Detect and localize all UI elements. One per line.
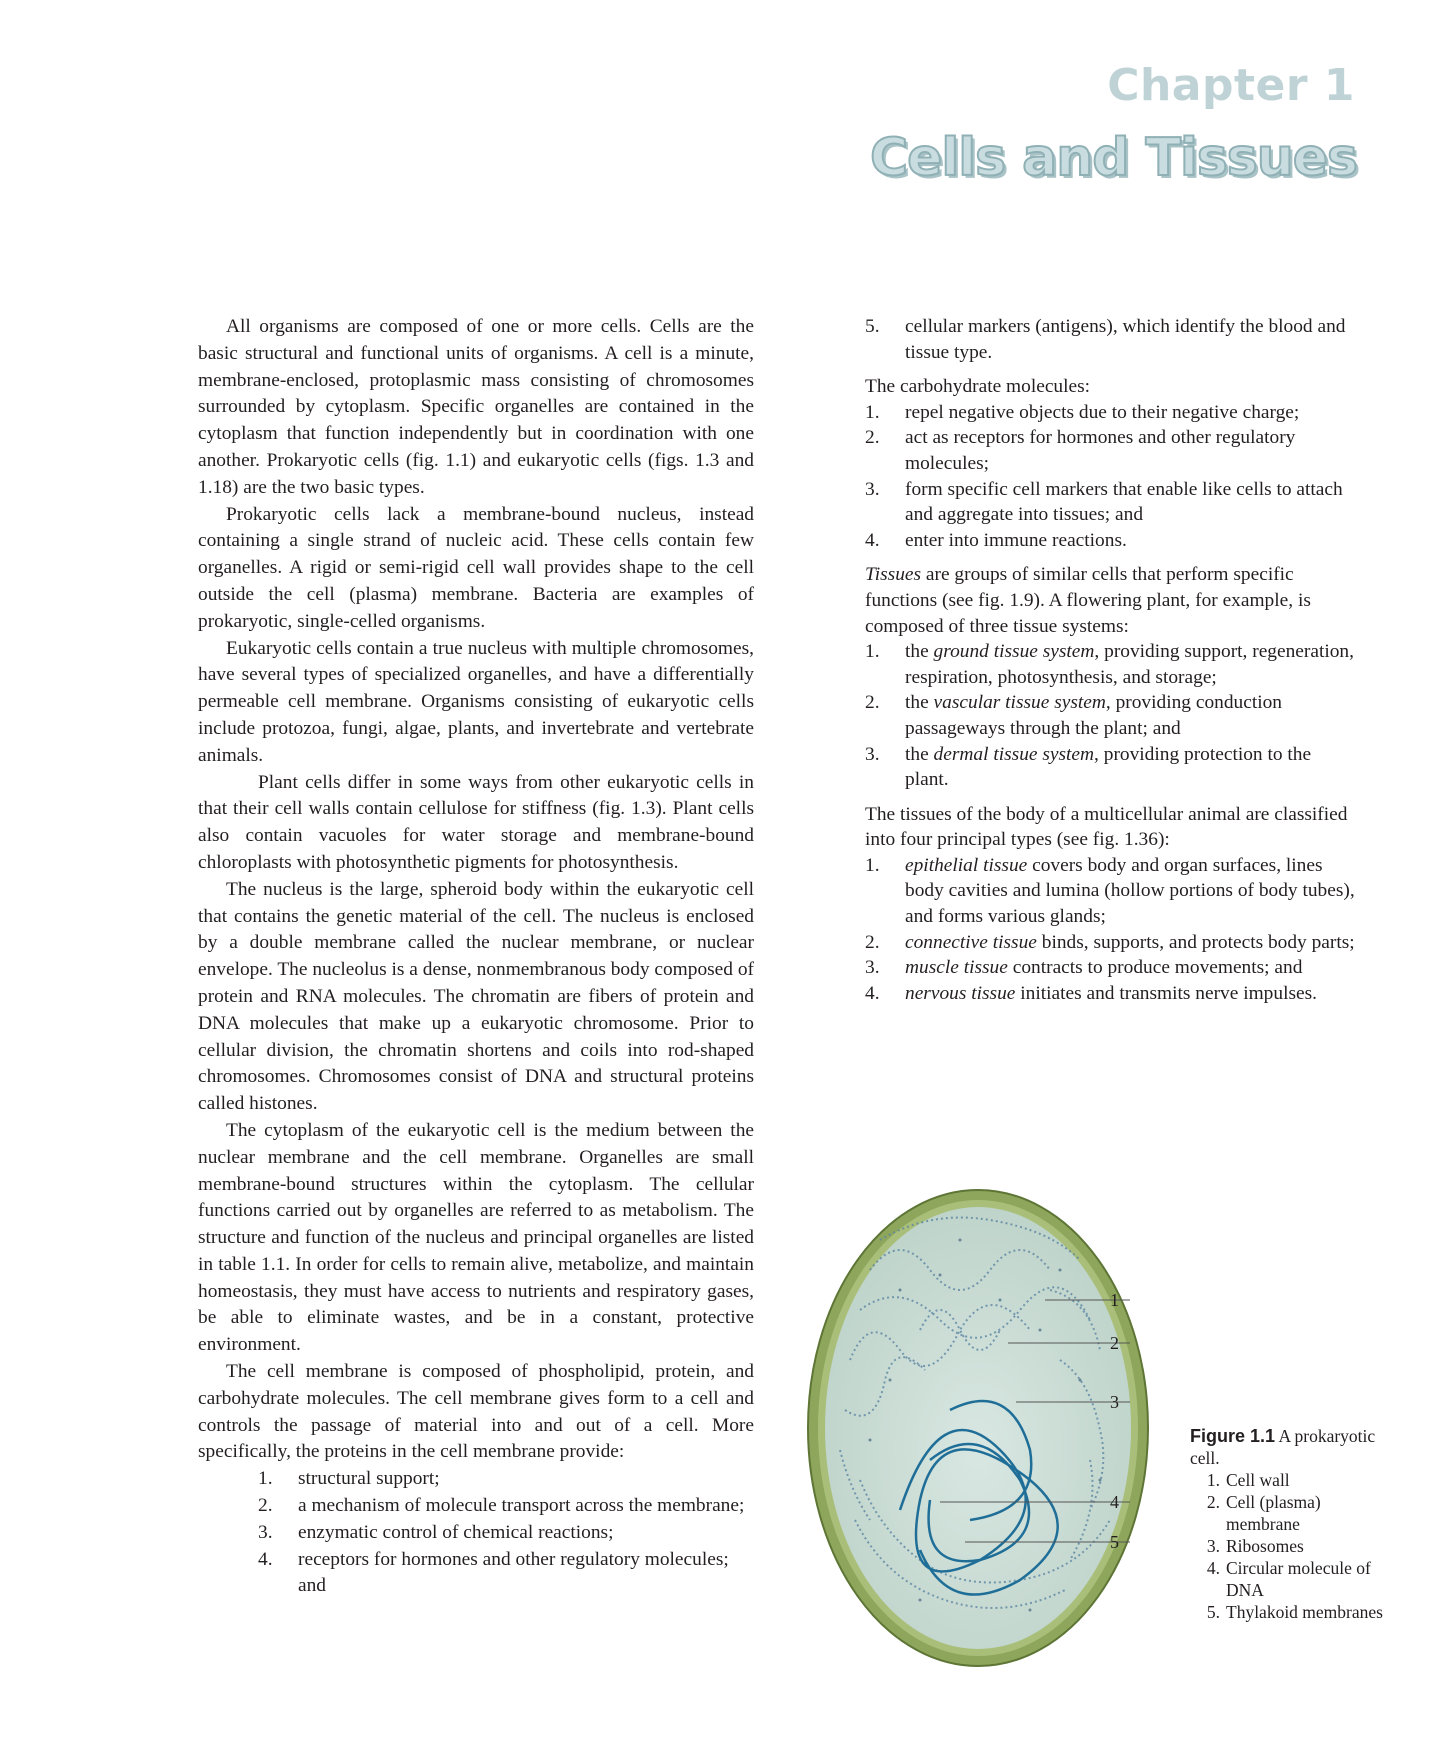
callout-4: 4 [1110, 1492, 1119, 1512]
left-column [198, 314, 754, 1600]
paragraph-eukaryotic: Eukaryotic cells contain a true nucleus with multiple chromosomes, have several types of specialized organelles, and have a differentially permeable cell membrane. Organisms consisting of eukaryotic cells include protozoa, fungi, algae, plants, and invertebrate and vertebrate animals. [198, 637, 754, 766]
carbohydrate-intro: The carbohydrate molecules: [865, 376, 1091, 398]
list-item: 5. Thylakoid membranes [1206, 1602, 1383, 1622]
carbohydrate-list [865, 400, 1357, 554]
list-item: 1. epithelial tissue covers body and organ surfaces, lines body cavities and lumina (hollow portions of body tubes), and forms various glands; [865, 854, 1355, 928]
list-item: 1. Cell wall [1206, 1470, 1290, 1490]
figure-caption-text: A prokaryotic cell. [1190, 1426, 1376, 1468]
animal-tissues-intro: The tissues of the body of a multicellular animal are classified into four principal types (see fig. 1.36): [865, 803, 1348, 851]
callout-2: 2 [1110, 1333, 1119, 1353]
list-item: 3. the dermal tissue system, providing protection to the plant. [865, 743, 1312, 791]
list-item: 4. nervous tissue initiates and transmits nerve impulses. [865, 982, 1317, 1004]
plant-tissue-list [865, 639, 1357, 793]
paragraph-cytoplasm: The cytoplasm of the eukaryotic cell is the medium between the nuclear membrane and the cell membrane. Organelles are small membrane-bound structures within the cytoplasm. The cellular functions carried out by organelles are referred to as metabolism. The structure and function of the nucleus and principal organelles are listed in table 1.1. In order for cells to remain alive, metabolize, and maintain homeostasis, they must have access to nutrients and respiratory gases, be able to eliminate wastes, and be in a constant, protective environment. [198, 1119, 754, 1356]
cytoplasm [825, 1207, 1131, 1649]
list-item: 2. Cell (plasma) membrane [1206, 1492, 1321, 1534]
list-item: 4. receptors for hormones and other regulatory molecules; and [258, 1548, 729, 1597]
list-item: 2. connective tissue binds, supports, and protects body parts; [865, 931, 1355, 953]
list-item: 4. enter into immune reactions. [865, 529, 1127, 551]
list-item: 3. muscle tissue contracts to produce movements; and [865, 957, 1303, 979]
list-item: 2. act as receptors for hormones and other regulatory molecules; [865, 427, 1296, 474]
animal-tissue-list [865, 853, 1357, 1007]
paragraph-plant-cells: Plant cells differ in some ways from other eukaryotic cells in that their cell walls contain cellulose for stiffness (fig. 1.3). Plant cells also contain vacuoles for water storage and membrane-bound chloroplasts with photosynthetic pigments for photosynthesis. [198, 771, 754, 873]
caption-list [1190, 1469, 1390, 1623]
list-item: 3. enzymatic control of chemical reactions; [258, 1521, 614, 1543]
list-item: 1. structural support; [258, 1468, 440, 1490]
tissues-intro: Tissues are groups of similar cells that perform specific functions (see fig. 1.9). A flowering plant, for example, is composed of three tissue systems: [865, 564, 1311, 637]
paragraph-intro: All organisms are composed of one or more cells. Cells are the basic structural and functional units of organisms. A cell is a minute, membrane-enclosed, protoplasmic mass consisting of chromosomes surrounded by cytoplasm. Specific organelles are contained in the cytoplasm that function independently but in coordination with one another. Prokaryotic cells (fig. 1.1) and eukaryotic cells (figs. 1.3 and 1.18) are the two basic types. [198, 316, 754, 498]
list-item: 2. the vascular tissue system, providing conduction passageways through the plant; and [865, 692, 1282, 739]
protein-list-continued [865, 314, 1357, 365]
paragraph-cell-membrane: The cell membrane is composed of phospholipid, protein, and carbohydrate molecules. The cell membrane gives form to a cell and controls the passage of material into and out of a cell. More specifically, the proteins in the cell membrane provide: [198, 1361, 754, 1463]
callout-3: 3 [1110, 1392, 1119, 1412]
callout-5: 5 [1110, 1532, 1119, 1552]
figure-label: Figure 1.1 [1190, 1426, 1276, 1446]
list-item: 5. cellular markers (antigens), which identify the blood and tissue type. [865, 316, 1346, 363]
list-item: 3. form specific cell markers that enable like cells to attach and aggregate into tissues; and [865, 478, 1343, 526]
callout-1: 1 [1110, 1290, 1119, 1310]
prokaryotic-cell-illustration [800, 1180, 1156, 1670]
list-item: 3. Ribosomes [1206, 1536, 1304, 1556]
list-item: 1. the ground tissue system, providing support, regeneration, respiration, photosynthesis, and storage; [865, 641, 1354, 688]
chapter-title: Cells and Tissues [869, 128, 1357, 188]
callout-numbers [1110, 1290, 1170, 1590]
chapter-label: Chapter 1 [1107, 60, 1355, 111]
list-item: 2. a mechanism of molecule transport across the membrane; [258, 1495, 745, 1517]
right-column [865, 314, 1357, 1006]
list-item: 4. Circular molecule of DNA [1206, 1558, 1371, 1600]
figure-caption [1190, 1425, 1390, 1623]
list-item: 1. repel negative objects due to their negative charge; [865, 401, 1300, 423]
protein-list [258, 1466, 754, 1600]
paragraph-nucleus: The nucleus is the large, spheroid body within the eukaryotic cell that contains the genetic material of the cell. The nucleus is enclosed by a double membrane called the nuclear membrane, or nuclear envelope. The nucleolus is a dense, nonmembranous body composed of protein and RNA molecules. The chromatin are fibers of protein and DNA molecules that make up a eukaryotic chromosome. Prior to cellular division, the chromatin shortens and coils into rod-shaped chromosomes. Chromosomes consist of DNA and structural proteins called histones. [198, 878, 754, 1115]
paragraph-prokaryotic: Prokaryotic cells lack a membrane-bound nucleus, instead containing a single strand of nucleic acid. These cells contain few organelles. A rigid or semi-rigid cell wall provides shape to the cell outside the cell (plasma) membrane. Bacteria are examples of prokaryotic, single-celled organisms. [198, 503, 754, 632]
